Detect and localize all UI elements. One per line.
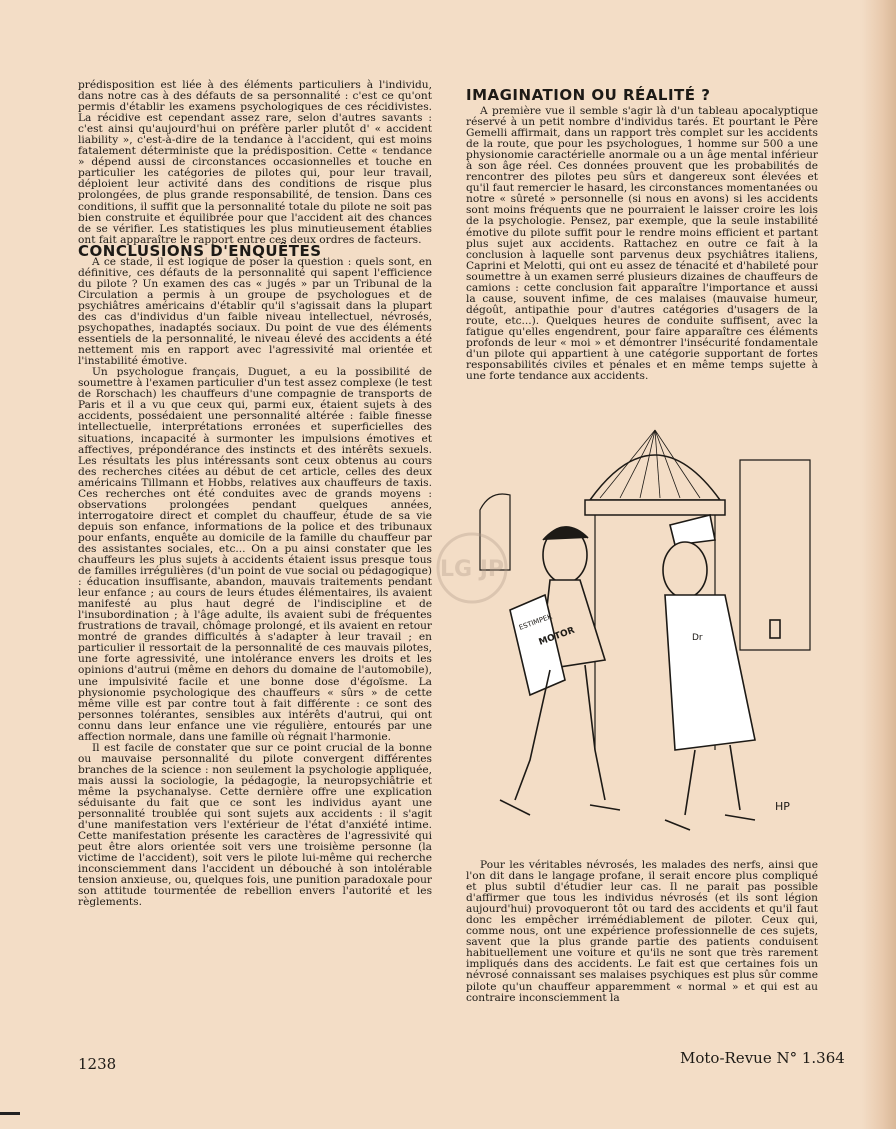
paragraph-2: Un psychologue français, Duguet, a eu la possibilité de soumettre à l'examen particulier d'un test assez complexe (le test de Rorschach) les chauffeurs d'une compagnie de transports de Paris et il a vu que ceux qui, parmi eux, étaient sujets à des accidents, possédaient une personnalité altérée : faible finesse intellectuelle, interprétations erronées et superficielles des situations, incapacité à surmonter les impulsions émotives et affectives, prépondérance des instincts et des intérêts sexuels. Les résultats les plus intéressants sont ceux obtenus au cours des recherches citées au début de cet article, celles des deux américains Tillmann et Hobbs, relatives aux chauffeurs de taxis. Ces recherches ont été conduites avec de grands moyens : observations prolongées pendant quelques années, interrogatoire direct et complet du chauffeur, étude de sa vie depuis son enfance, informations de la police et des tribunaux pour enfants, enquête au domicile de la famille du chauffeur par des assistantes sociales, etc... On a pu ainsi constater que les chauffeurs les plus sujets à accidents étaient issus presque tous de familles irrégulières (d'un point de vue social ou pédagogique) : éducation insuffisante, abandon, mauvais traitements pendant leur enfance ; au cours de leurs études élémentaires, ils avaient manifesté au plus haut degré de l'indiscipline et de l'insubordination ; à l'âge adulte, ils avaient subi de fréquentes frustrations de travail, chômage prolongé, et ils avaient en retour montré de grandes difficultés à s'adapter à leur travail ; en particulier il ressortait de la personnalité de ces mauvais pilotes, une forte agressivité, une intolérance envers les droits et les opinions d'autrui (même en dehors du domaine de l'automobile), une impulsivité facile et une bonne dose d'égoïsme. La physionomie psychologique des chauffeurs « sûrs » de cette même ville est par contre tout à fait différente : ce sont des personnes tolérantes, sensibles aux intérêts d'autrui, qui ont connu dans leur enfance une vie régulière, entourés par une affection normale, dans une famille où régnait l'harmonie. [78, 366, 432, 743]
paragraph-1: A ce stade, il est logique de poser la question : quels sont, en définitive, ces défauts de la personnalité qui sapent l'efficience du pilote ? Un examen des cas « jugés » par un Tribunal de la Circulation a permis à un groupe de psychologues et de psychiâtres américains d'établir qu'il s'agissait dans la plupart des cas d'individus d'un faible niveau intellectuel, névrosés, psychopathes, inadaptés sociaux. Du point de vue des éléments essentiels de la personnalité, le niveau élevé des accidents a été nettement mis en rapport avec l'agressivité mal orientée et l'instabilité émotive. [78, 255, 432, 368]
section-heading-conclusions: CONCLUSIONS D'ENQUÊTES [78, 241, 322, 260]
dome-roof [590, 455, 720, 500]
man-left-feet [500, 800, 620, 815]
doctor-glass [770, 620, 780, 638]
page-edge-shadow [862, 0, 896, 1129]
page-number: 1238 [78, 1055, 117, 1073]
magazine-footer: Moto-Revue N° 1.364 [680, 1049, 845, 1067]
magazine-text-2: MOTOR [537, 625, 577, 648]
cartoon-illustration [470, 420, 820, 850]
man-with-magazine [500, 527, 620, 815]
doctor-head [663, 542, 707, 598]
section-heading-imagination: IMAGINATION OU RÉALITÉ ? [466, 86, 711, 104]
right-column-bottom [466, 860, 818, 1004]
watermark-logo [432, 528, 512, 608]
doctor-hat [670, 515, 715, 545]
dome-base [585, 500, 725, 515]
paragraph-3: Il est facile de constater que sur ce point crucial de la bonne ou mauvaise personnalité du pilote convergent différentes branches de la science : non seulement la psychologie appliquée, mais aussi la sociologie, la pédagogie, la neuropsychiâtrie et même la psychanalyse. Cette dernière offre une explication séduisante du fait que ce sont les individus ayant une personnalité troublée qui sont sujets aux accidents : il s'agit d'une manifestation vers l'extérieur de l'état d'anxiété intime. Cette manifestation présente les caractères de l'agressivité qui peut être alors orientée soit vers une troisième personne (la victime de l'accident), soit vers le pilote lui-même qui recherche inconsciemment dans l'accident un débouché à son intolérable tension anxieuse, ou, quelques fois, une punition paradoxale pour son attitude tourmentée de rebellion envers l'autorité et les règlements. [78, 741, 432, 909]
watermark-text: LG JP [439, 557, 505, 582]
right-paragraph-bottom: Pour les véritables névrosés, les malades des nerfs, ainsi que l'on dit dans le langage profane, il serait encore plus compliqué et plus subtil d'étudier leur cas. Il ne parait pas possible d'affirmer que tous les individus névrosés (et ils sont légion aujourd'hui) provoqueront tôt ou tard des accidents et qu'il faut donc les empêcher irrémédiablement de piloter. Ceux qui, comme nous, ont une expérience professionnelle de ces sujets, savent que la plus grande partie des patients conduisent habituellement une voiture et qu'ils ne sont que très rarement impliqués dans des accidents. Le fait est que certaines fois un névrosé connaissant ses malaises psychiques est plus sûr comme pilote qu'un chauffeur apparemment « normal » et qui est au contraire inconsciemment la [466, 859, 818, 1004]
illustrator-signature: HP [775, 800, 790, 813]
left-column [78, 80, 432, 909]
doctor-feet [665, 815, 755, 830]
right-paragraph-top: A première vue il semble s'agir là d'un tableau apocalyptique réservé à un petit nombre d'individus tarés. Et pourtant le Père Gemelli affirmait, dans un rapport très complet sur les accidents de la route, que pour les psychologues, 1 homme sur 500 a une physionomie caractérielle anormale ou a un âge mental inférieur à son âge réel. Ces données prouvent que les probabilités de rencontrer des pilotes peu sûrs et dangereux sont élevées et qu'il faut remercier le hasard, les circonstances momentanées ou notre « sûreté » personnelle (si nous en avons) si les accidents sont moins fréquents que ne pourraient le laisser croire les lois de la psychologie. Pensez, par exemple, que la seule instabilité émotive du pilote suffit pour le rendre moins efficient et partant plus sujet aux accidents. Rattachez en outre ce fait à la conclusion à laquelle sont parvenus deux psychiâtres italiens, Caprini et Melotti, qui ont eu assez de ténacité et d'habileté pour soumettre à un examen serré plusieurs dizaines de chauffeurs de camions : cette conclusion fait apparaître l'importance et aussi la cause, souvent infime, de ces malaises (mauvaise humeur, dégoût, antipathie pour d'autres catégories d'usagers de la route, etc...). Quelques heures de conduite suffisent, avec la fatigue qu'elles engendrent, pour faire apparaître ces éléments profonds de leur « moi » et démontrer l'insécurité fondamentale d'un pilote qui appartient à une catégorie supportant de fortes responsabilités civiles et pénales et en même temps sujette à une forte tendance aux accidents. [466, 105, 818, 383]
intro-paragraph: prédisposition est liée à des éléments particuliers à l'individu, dans notre cas à des défauts de sa personnalité : c'est ce qu'ont permis d'établir les examens psychologiques de ces récidivistes. La récidive est cependant assez rare, selon d'autres savants : c'est ainsi qu'aujourd'hui on préfère parler plutôt d' « accident liability », c'est-à-dire de la tendance à l'accident, qui est moins fatalement déterministe que la prédisposition. Cette « tendance » dépend aussi de circonstances occasionnelles et touche en particulier les catégories de pilotes qui, pour leur travail, déploient leur activité dans des conditions de risque plus prolongées, de plus grande responsabilité, de tension. Dans ces conditions, il suffit que la personnalité totale du pilote ne soit pas bien construite et équilibrée pour que l'accident ait des chances de se vérifier. Les statistiques les plus minutieusement établies ont fait apparaître le rapport entre ces deux ordres de facteurs. [78, 79, 432, 246]
doctor-legs [685, 745, 740, 815]
right-column-top [466, 106, 818, 382]
doctor-label: Dr [692, 633, 703, 643]
doctor-coat [665, 595, 755, 750]
corner-mark [0, 1112, 20, 1115]
doctor-figure [663, 515, 780, 830]
magazine-text-1: ESTIMPEK [517, 612, 554, 632]
